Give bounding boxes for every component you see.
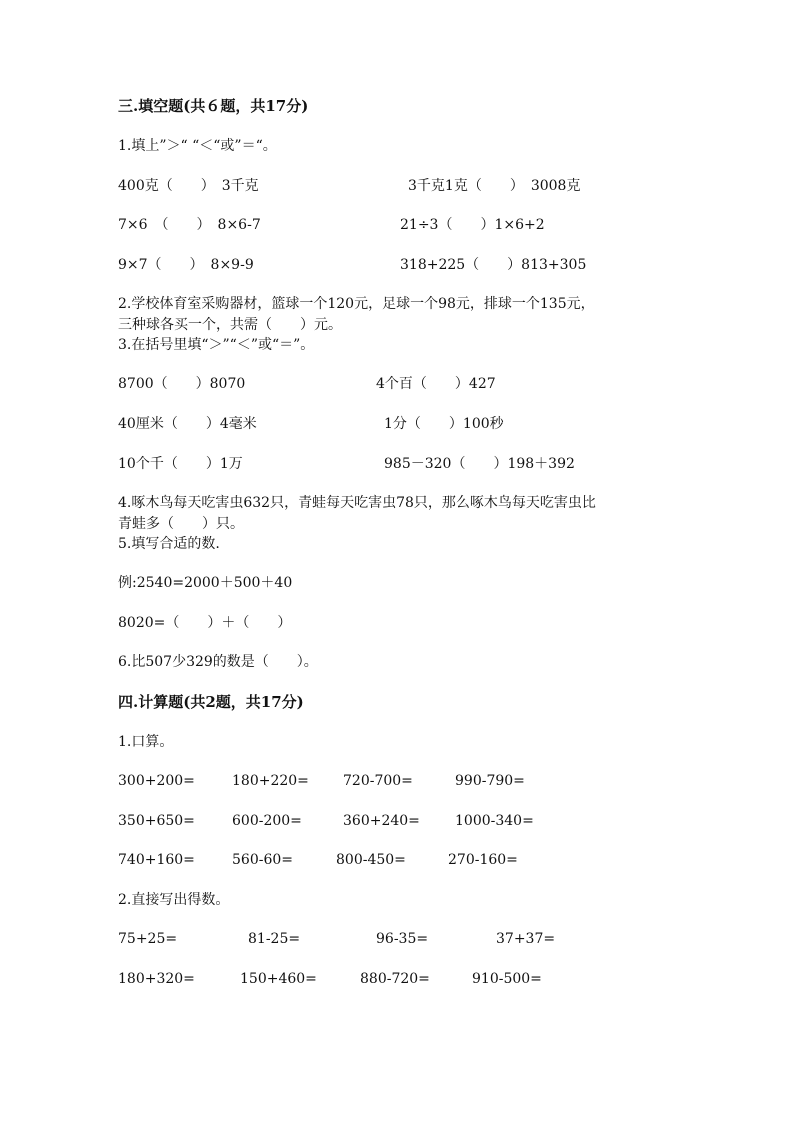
q3-row1-left: 8700（ ）8070 [118, 376, 246, 392]
calc-q1-r1-c3: 720-700= [343, 773, 413, 789]
calc-q1-prompt: 1.口算。 [118, 734, 174, 750]
q2-line2: 三种球各买一个，共需（ ）元。 [118, 317, 342, 333]
q3-row2-right: 1分（ ）100秒 [384, 416, 504, 432]
q1-row3-left: 9×7（ ） 8×9-9 [118, 257, 254, 273]
calc-q1-r3-c3: 800-450= [336, 852, 406, 868]
q3-prompt: 3.在括号里填“＞”“＜”或“＝”。 [118, 337, 315, 353]
q5-example: 例:2540=2000＋500＋40 [118, 575, 293, 591]
calc-q1-r3-c2: 560-60= [232, 852, 293, 868]
calc-q1-r2-c4: 1000-340= [455, 813, 534, 829]
calc-q2-r2-c3: 880-720= [360, 971, 430, 987]
calc-q2-r1-c4: 37+37= [496, 931, 556, 947]
q4-line2: 青蛙多（ ）只。 [118, 516, 244, 532]
calc-q2-r1-c3: 96-35= [376, 931, 429, 947]
calc-q1-r1-c2: 180+220= [232, 773, 309, 789]
section-4-title: 四.计算题(共2题，共17分) [118, 693, 304, 711]
q3-row2-left: 40厘米（ ）4毫米 [118, 416, 257, 432]
calc-q2-r2-c2: 150+460= [240, 971, 317, 987]
calc-q1-r2-c2: 600-200= [232, 813, 302, 829]
q2-line1: 2.学校体育室采购器材，篮球一个120元，足球一个98元，排球一个135元， [118, 296, 595, 312]
q1-row1-right: 3千克1克（ ） 3008克 [408, 178, 581, 194]
calc-q1-r3-c4: 270-160= [448, 852, 518, 868]
calc-q2-r2-c4: 910-500= [472, 971, 542, 987]
calc-q1-r1-c4: 990-790= [455, 773, 525, 789]
q1-prompt: 1.填上”＞“ “＜“或”＝“。 [118, 138, 277, 154]
q3-row3-right: 985－320（ ）198＋392 [384, 456, 575, 472]
q1-row2-left: 7×6 （ ） 8×6-7 [118, 217, 261, 233]
calc-q1-r1-c1: 300+200= [118, 773, 195, 789]
q4-line1: 4.啄木鸟每天吃害虫632只，青蛙每天吃害虫78只，那么啄木鸟每天吃害虫比 [118, 495, 596, 511]
calc-q1-r3-c1: 740+160= [118, 852, 195, 868]
calc-q2-r1-c2: 81-25= [248, 931, 301, 947]
q1-row3-right: 318+225（ ）813+305 [400, 257, 587, 273]
calc-q1-r2-c1: 350+650= [118, 813, 195, 829]
q1-row1-left: 400克（ ） 3千克 [118, 178, 259, 194]
calc-q2-r1-c1: 75+25= [118, 931, 178, 947]
section-3-title: 三.填空题(共６题，共17分) [118, 97, 309, 115]
calc-q1-r2-c3: 360+240= [343, 813, 420, 829]
q6-prompt: 6.比507少329的数是（ ）。 [118, 654, 318, 670]
q3-row1-right: 4个百（ ）427 [376, 376, 496, 392]
q5-blank: 8020=（ ）＋（ ） [118, 615, 292, 631]
calc-q2-prompt: 2.直接写出得数。 [118, 892, 230, 908]
calc-q2-r2-c1: 180+320= [118, 971, 195, 987]
q1-row2-right: 21÷3（ ）1×6+2 [400, 217, 545, 233]
q3-row3-left: 10个千（ ）1万 [118, 456, 243, 472]
q5-prompt: 5.填写合适的数. [118, 536, 220, 552]
